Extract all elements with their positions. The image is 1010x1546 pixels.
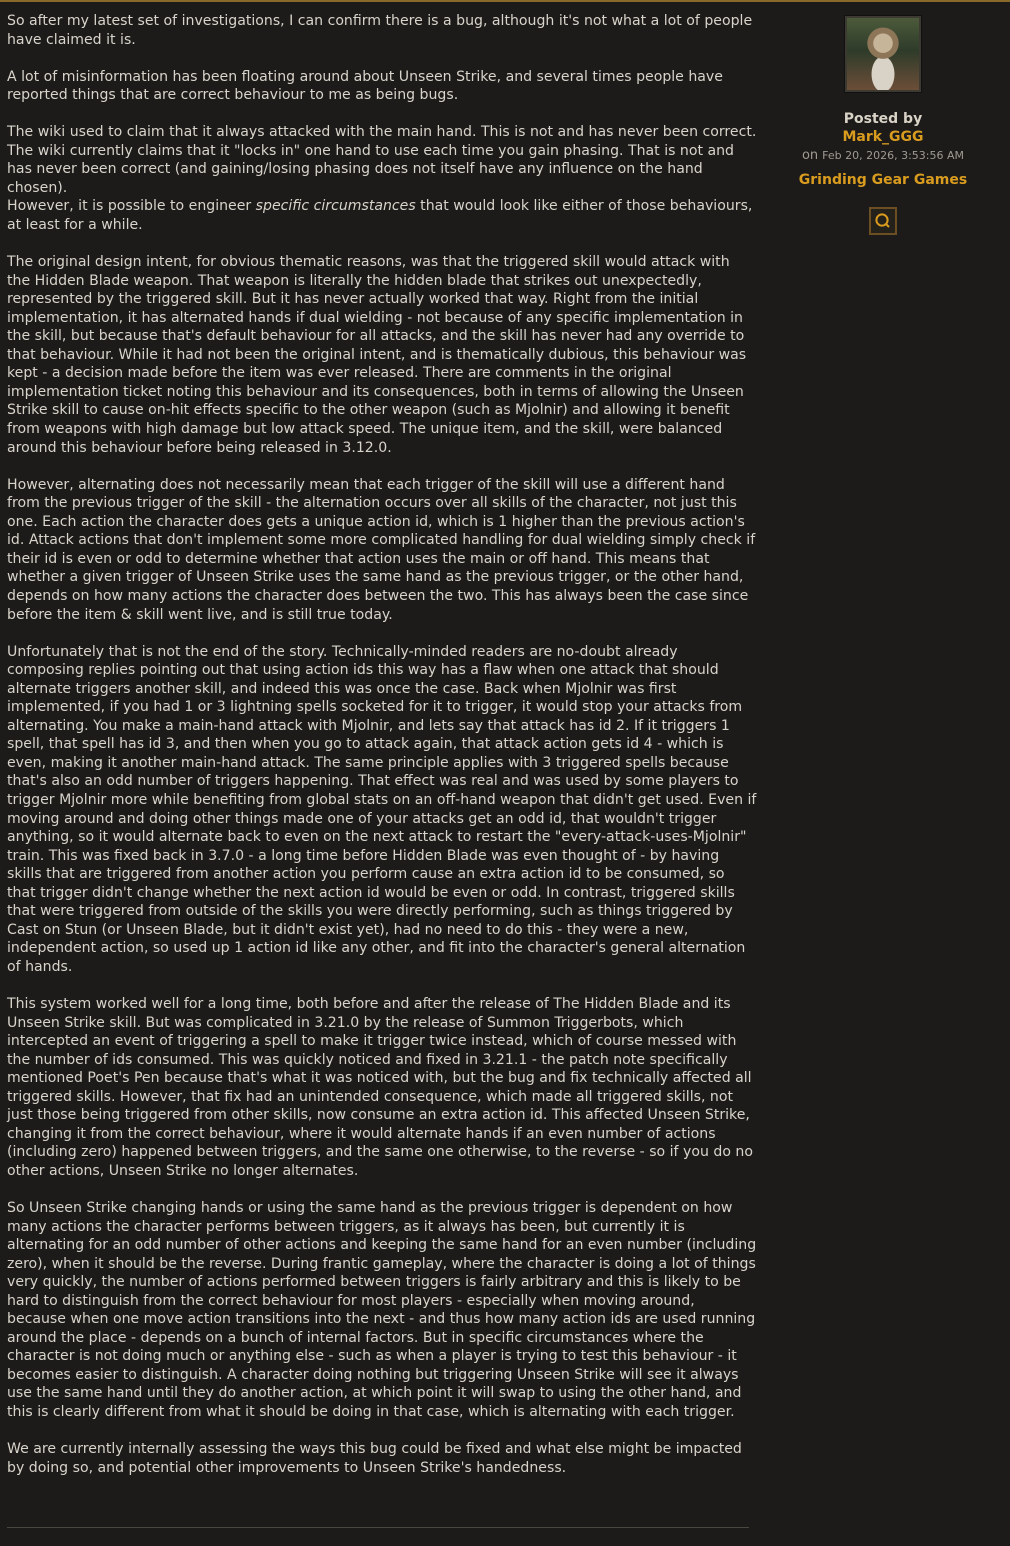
- quote-button[interactable]: [869, 207, 897, 235]
- post-paragraph-3: [7, 123, 757, 234]
- avatar[interactable]: [845, 16, 921, 92]
- post-timestamp: [790, 148, 976, 164]
- timestamp-value: Feb 20, 2026, 3:53:56 AM: [822, 149, 965, 162]
- post-paragraph-4: The original design intent, for obvious thematic reasons, was that the triggered skill would attack with the Hidden Blade weapon. That weapon is literally the hidden blade that strikes out unexpectedly, represented by the triggered skill. But it has never actually worked that way. Right from the initial implementation, it has alternated hands if dual wielding - not because of any specific implementation in the skill, but because that's default behaviour for all attacks, and the skill has never had any override to that behaviour. While it had not been the original intent, and is thematically dubious, this behaviour was kept - a decision made before the item was ever released. There are comments in the original implementation ticket noting this behaviour and its consequences, both in terms of allowing the Unseen Strike skill to cause on-hit effects specific to the other weapon (such as Mjolnir) and allowing it benefit from weapons with high damage but low attack speed. The unique item, and the skill, were balanced around this behaviour before being released in 3.12.0.: [7, 254, 747, 456]
- post-divider: [7, 1527, 749, 1528]
- post-paragraph-1: So after my latest set of investigations, I can confirm there is a bug, although it's not what a lot of people have claimed it is.: [7, 13, 753, 48]
- post-paragraph-8: So Unseen Strike changing hands or using the same hand as the previous trigger is dependent on how many actions the character performs between triggers, as it always has been, but currently it is alternating for an odd number of other actions and keeping the same hand for an even number (including zero), when it should be the reverse. During frantic gameplay, where the character is doing a lot of things very quickly, the number of actions performed between triggers is fairly arbitrary and this is likely to be hard to distinguish from the correct behaviour for most players - especially when moving around, because when one move action transitions into the next - and thus how many action ids are used running around the place - depends on a bunch of internal factors. But in specific circumstances where the character is not doing much or anything else - such as when a player is trying to test this behaviour - it becomes easier to distinguish. A character doing nothing but triggering Unseen Strike will see it always use the same hand until they do another action, at which point it will swap to using the other hand, and this is clearly different from what it should be doing in that case, which is alternating with each trigger.: [7, 1200, 757, 1421]
- emphasis-text: specific circumstances: [255, 198, 416, 215]
- post-paragraph-7: This system worked well for a long time, both before and after the release of The Hidden Blade and its Unseen Strike skill. But was complicated in 3.21.0 by the release of Summon Triggerbots, which intercepted an event of triggering a spell to make it trigger twice instead, which of course messed with the number of ids consumed. This was quickly noticed and fixed in 3.21.1 - the patch note specifically mentioned Poet's Pen because that's what it was noticed with, but the bug and fix technically affected all triggered skills. However, that fix had an unintended consequence, which made all triggered skills, not just those being triggered from other skills, now consume an extra action id. This affected Unseen Strike, changing it from the correct behaviour, where it would alternate hands if an even number of actions (including zero) happened between triggers, and the same one otherwise, to the reverse - so if you do no other actions, Unseen Strike no longer alternates.: [7, 995, 753, 1179]
- mixed-after: that would look like either of those behaviours, at least for a while.: [7, 198, 753, 234]
- quote-icon: [873, 211, 893, 231]
- top-divider: [0, 0, 1010, 2]
- post-paragraph-3-text: The wiki used to claim that it always attacked with the main hand. This is not and has never been correct. The wiki currently claims that it "locks in" one hand to use each time you gain phasing. That is not and has never been correct (and gaining/losing phasing does not itself have any influence on the hand chosen).: [7, 124, 757, 196]
- posted-by-label: Posted by: [843, 111, 923, 127]
- post-paragraph-6: Unfortunately that is not the end of the story. Technically-minded readers are no-doubt already composing replies pointing out that using action ids this way has a flaw when one attack that should alternate triggers another skill, and indeed this was once the case. Back when Mjolnir was first implemented, if you had 1 or 3 lightning spells socketed for it to trigger, it would stop your attacks from alternating. You make a main-hand attack with Mjolnir, and lets say that attack has id 2. If it triggers 1 spell, that spell has id 3, and then when you go to attack again, that attack action gets id 4 - which is even, making it another main-hand attack. The same principle applies with 3 triggered spells because that's also an odd number of triggers happening. That effect was real and was used by some players to trigger Mjolnir more while benefiting from global stats on an off-hand weapon that didn't get used. Even if moving around and doing other things made one of your attacks get an odd id, that wouldn't trigger anything, so it would alternate back to even on the next attack to restart the "every-attack-uses-Mjolnir" train. This was fixed back in 3.7.0 - a long time before Hidden Blade was even thought of - by having skills that are triggered from another action you perform cause an extra action id to be consumed, so that trigger didn't change whether the next action id would be even or odd. In contrast, triggered skills that were triggered from outside of the skills you were directly performing, such as things triggered by Cast on Stun (or Unseen Blade, but it didn't exist yet), had no need to do this - they were a new, independent action, so used up 1 action id like any other, and fit into the character's general alternation of hands.: [7, 643, 757, 975]
- post-body: [7, 12, 757, 1477]
- author-name-link[interactable]: Mark_GGG: [842, 129, 924, 145]
- author-company-badge: Grinding Gear Games: [798, 172, 968, 188]
- author-sidebar: [790, 16, 976, 235]
- post-paragraph-2: A lot of misinformation has been floating around about Unseen Strike, and several times people have reported things that are correct behaviour to me as being bugs.: [7, 68, 723, 104]
- timestamp-prefix: on: [801, 148, 819, 163]
- mixed-before: However, it is possible to engineer: [7, 198, 256, 215]
- post-paragraph-5: However, alternating does not necessarily mean that each trigger of the skill will use a different hand from the previous trigger of the skill - the alternation occurs over all skills of the character, not just this one. Each action the character does gets a unique action id, which is 1 higher than the previous action's id. Attack actions that don't implement some more complicated handling for dual wielding simply check if their id is even or odd to determine whether that action uses the main or off hand. This means that whether a given trigger of Unseen Strike uses the same hand as the previous trigger, or the other hand, depends on how many actions the character does between the two. This has always been the case since before the item & skill went live, and is still true today.: [7, 476, 756, 623]
- post-paragraph-9: We are currently internally assessing the ways this bug could be fixed and what else might be impacted by doing so, and potential other improvements to Unseen Strike's handedness.: [7, 1441, 742, 1476]
